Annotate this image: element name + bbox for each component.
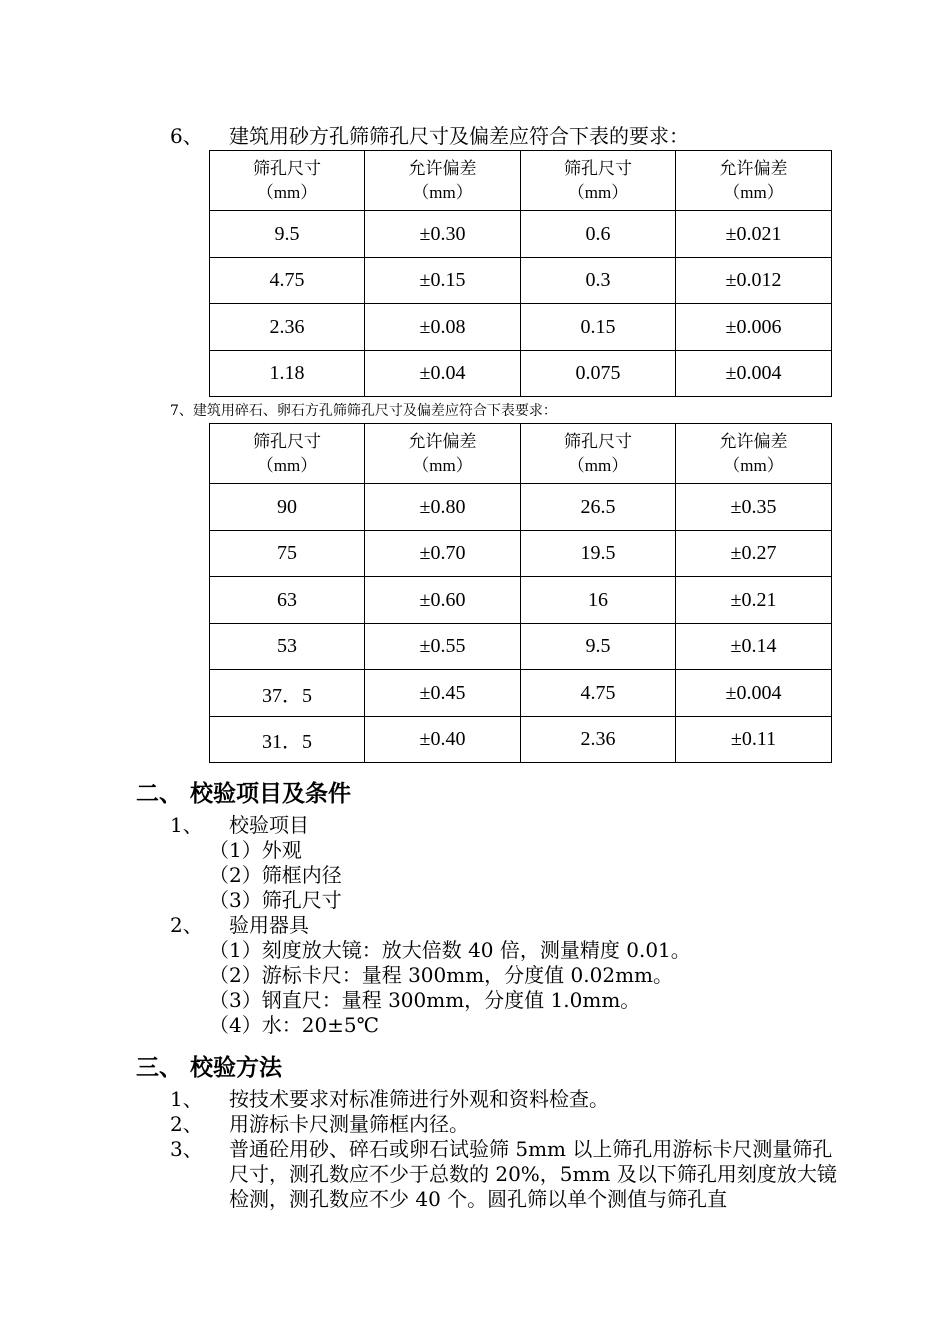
item-number: 1、 [170, 813, 203, 837]
table-cell: ±0.012 [676, 258, 832, 304]
table-row [210, 484, 832, 531]
table-cell: ±0.15 [365, 258, 521, 304]
header-cell: 允许偏差 （mm） [365, 424, 521, 484]
table-cell: 9.5 [210, 211, 365, 258]
table-cell: 26.5 [521, 484, 676, 531]
table-cell: 19.5 [521, 531, 676, 577]
table-cell: 9.5 [521, 624, 676, 670]
table-cell: ±0.30 [365, 211, 521, 258]
table-cell: 75 [210, 531, 365, 577]
table-cell: ±0.60 [365, 577, 521, 624]
table-row [210, 624, 832, 670]
item-number: 3、 [170, 1137, 203, 1161]
sub-item: （3）筛孔尺寸 [209, 888, 342, 912]
sub-item: （1）刻度放大镜：放大倍数 40 倍，测量精度 0.01。 [209, 938, 691, 962]
table-cell: 2.36 [521, 717, 676, 763]
item-label: 校验项目 [229, 813, 309, 837]
sub-item: （1）外观 [209, 838, 302, 862]
table-cell: ±0.14 [676, 624, 832, 670]
table-row [210, 211, 832, 258]
item-number: 2、 [170, 1112, 203, 1136]
table-cell: ±0.55 [365, 624, 521, 670]
table-cell: 0.075 [521, 351, 676, 397]
item-text: 用游标卡尺测量筛框内径。 [229, 1112, 469, 1136]
table-row [210, 531, 832, 577]
table-cell: ±0.021 [676, 211, 832, 258]
table-cell: ±0.006 [676, 304, 832, 351]
part3-heading: 三、 校验方法 [136, 1055, 283, 1081]
item-paragraph: 普通砼用砂、碎石或卵石试验筛 5mm 以上筛孔用游标卡尺测量筛孔尺寸，测孔数应不少于总数的 20%，5mm 及以下筛孔用刻度放大镜检测，测孔数应不少 40 个。圆孔筛以单个测值与筛孔直 [229, 1137, 837, 1211]
gravel-sieve-table [209, 423, 832, 763]
table-cell: 2.36 [210, 304, 365, 351]
table-cell: 4.75 [521, 670, 676, 717]
header-cell: 筛孔尺寸 （mm） [521, 151, 676, 211]
header-cell: 筛孔尺寸 （mm） [210, 424, 365, 484]
table-header-row [210, 151, 832, 211]
table-row [210, 351, 832, 397]
item-text: 按技术要求对标准筛进行外观和资料检查。 [229, 1087, 609, 1111]
sub-item: （2）游标卡尺：量程 300mm，分度值 0.02mm。 [209, 963, 674, 987]
table-cell: 16 [521, 577, 676, 624]
table-row [210, 258, 832, 304]
table-cell: ±0.40 [365, 717, 521, 763]
section6-number: 6、 [170, 124, 203, 148]
table-cell: 37．5 [210, 670, 365, 717]
sub-item: （3）钢直尺：量程 300mm，分度值 1.0mm。 [209, 988, 641, 1012]
table-header-row [210, 424, 832, 484]
header-cell: 允许偏差 （mm） [365, 151, 521, 211]
table-cell: ±0.45 [365, 670, 521, 717]
table-cell: ±0.35 [676, 484, 832, 531]
table-row [210, 304, 832, 351]
table-cell: ±0.11 [676, 717, 832, 763]
section7-title: 7、建筑用碎石、卵石方孔筛筛孔尺寸及偏差应符合下表要求： [170, 403, 557, 419]
header-cell: 筛孔尺寸 （mm） [210, 151, 365, 211]
table-cell: ±0.80 [365, 484, 521, 531]
table-cell: 0.6 [521, 211, 676, 258]
sand-sieve-table [209, 150, 832, 397]
table-cell: ±0.70 [365, 531, 521, 577]
table-cell: ±0.08 [365, 304, 521, 351]
sub-item: （2）筛框内径 [209, 863, 342, 887]
table-cell: ±0.04 [365, 351, 521, 397]
table-row [210, 670, 832, 717]
table-cell: ±0.21 [676, 577, 832, 624]
table-cell: ±0.004 [676, 351, 832, 397]
item-number: 2、 [170, 913, 203, 937]
header-cell: 允许偏差 （mm） [676, 424, 832, 484]
table-cell: 53 [210, 624, 365, 670]
header-cell: 筛孔尺寸 （mm） [521, 424, 676, 484]
item-label: 验用器具 [229, 913, 309, 937]
header-cell: 允许偏差 （mm） [676, 151, 832, 211]
table-row [210, 717, 832, 763]
table-cell: ±0.27 [676, 531, 832, 577]
table-cell: 1.18 [210, 351, 365, 397]
table-cell: 31．5 [210, 717, 365, 763]
table-row [210, 577, 832, 624]
table-cell: 0.15 [521, 304, 676, 351]
part2-heading: 二、 校验项目及条件 [136, 781, 352, 807]
table-cell: 4.75 [210, 258, 365, 304]
table-cell: 63 [210, 577, 365, 624]
section6-title: 建筑用砂方孔筛筛孔尺寸及偏差应符合下表的要求： [229, 124, 689, 148]
table-cell: 0.3 [521, 258, 676, 304]
sub-item: （4）水：20±5℃ [209, 1013, 380, 1037]
table-cell: ±0.004 [676, 670, 832, 717]
table-cell: 90 [210, 484, 365, 531]
item-number: 1、 [170, 1087, 203, 1111]
